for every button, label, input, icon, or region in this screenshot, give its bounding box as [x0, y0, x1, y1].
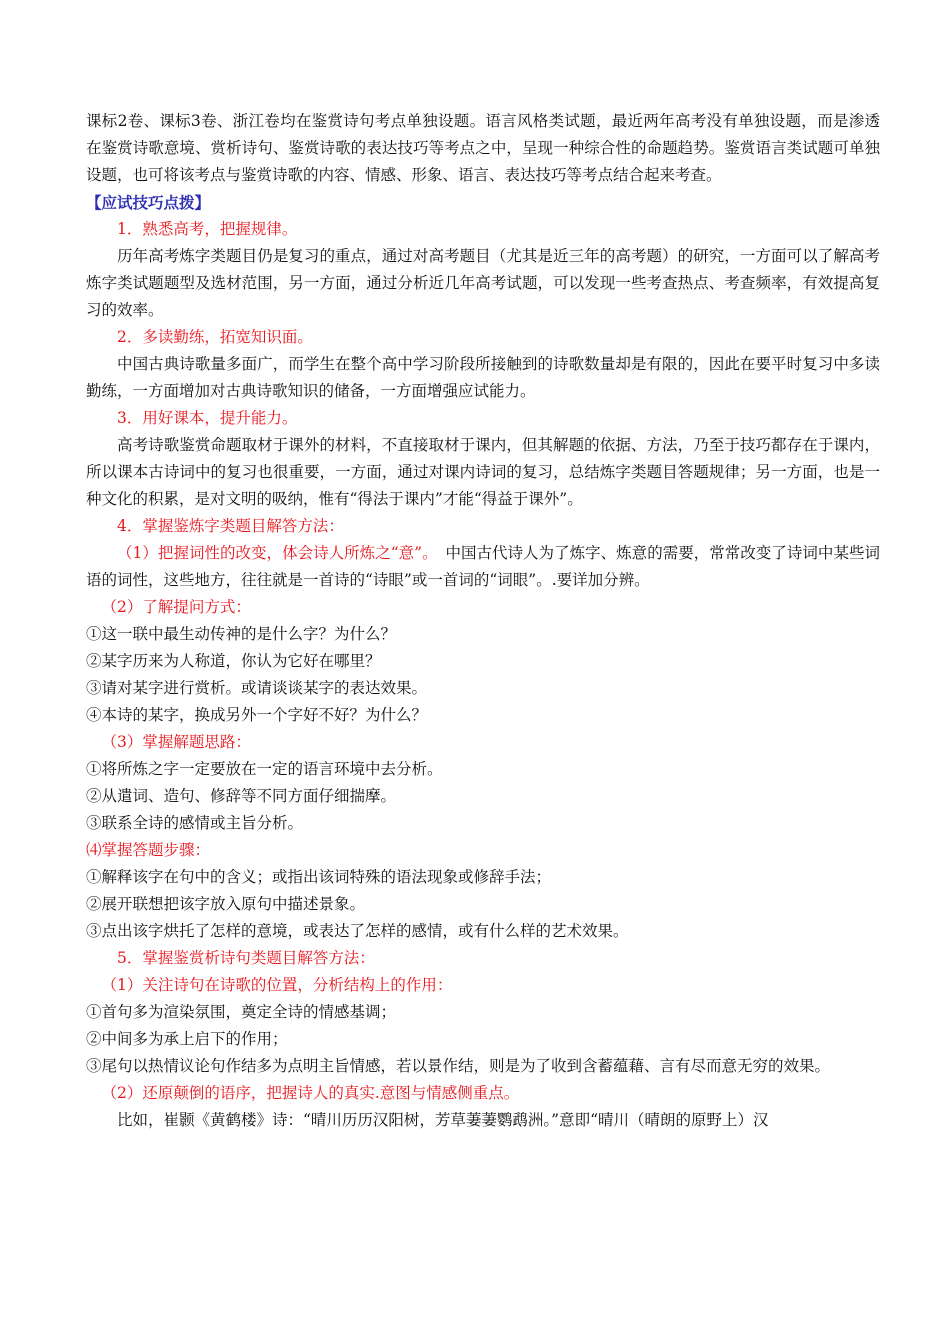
heading-2: 2．多读勤练，拓宽知识面。	[117, 328, 313, 346]
list-item: ①首句多为渲染氛围，奠定全诗的情感基调；	[86, 1003, 397, 1021]
list-item: ③点出该字烘托了怎样的意境，或表达了怎样的感情，或有什么样的艺术效果。	[86, 922, 629, 940]
list-item: ②展开联想把该字放入原句中描述景象。	[86, 895, 366, 913]
paragraph-4-1-text: 中国古代诗人为了炼字、炼意的需要，常常改变了诗词中某些词语的词性，这些地方，往往就是一首诗的“诗眼”或一首词的“词眼”。.要详加分辨。	[86, 544, 880, 589]
list-item: ①将所炼之字一定要放在一定的语言环境中去分析。	[86, 760, 443, 778]
intro-paragraph: 课标2卷、课标3卷、浙江卷均在鉴赏诗句考点单独设题。语言风格类试题，最近两年高考没有单独设题，而是渗透在鉴赏诗歌意境、赏析诗句、鉴赏诗歌的表达技巧等考点之中，呈现一种综合性的命题趋势。鉴赏语言类试题可单独设题，也可将该考点与鉴赏诗歌的内容、情感、形象、语言、表达技巧等考点结合起来考查。	[86, 112, 880, 184]
list-item: ②某字历来为人称道，你认为它好在哪里？	[86, 652, 381, 670]
subheading-4-3: （3）掌握解题思路：	[101, 733, 251, 751]
subheading-4-4: ⑷掌握答题步骤：	[86, 841, 211, 859]
heading-1: 1．熟悉高考，把握规律。	[117, 220, 298, 238]
list-item: ②从遣词、造句、修辞等不同方面仔细揣摩。	[86, 787, 397, 805]
paragraph-4-1	[86, 540, 880, 594]
heading-5: 5．掌握鉴赏析诗句类题目解答方法：	[117, 949, 375, 967]
paragraph-1: 历年高考炼字类题目仍是复习的重点，通过对高考题目（尤其是近三年的高考题）的研究，一方面可以了解高考炼字类试题题型及选材范围，另一方面，通过分析近几年高考试题，可以发现一些考查热点、考查频率，有效提高复习的效率。	[86, 247, 880, 319]
list-item: ①解释该字在句中的含义；或指出该词特殊的语法现象或修辞手法；	[86, 868, 552, 886]
list-item: ③联系全诗的感情或主旨分析。	[86, 814, 304, 832]
paragraph-2: 中国古典诗歌量多面广，而学生在整个高中学习阶段所接触到的诗歌数量却是有限的，因此在要平时复习中多读勤练，一方面增加对古典诗歌知识的储备，一方面增强应试能力。	[86, 355, 880, 400]
subheading-5-1: （1）关注诗句在诗歌的位置，分析结构上的作用：	[101, 976, 453, 994]
section-heading: 【应试技巧点拨】	[86, 193, 211, 212]
heading-3: 3．用好课本，提升能力。	[117, 409, 298, 427]
subheading-4-2: （2）了解提问方式：	[101, 598, 251, 616]
list-item: ②中间多为承上启下的作用；	[86, 1030, 288, 1048]
subheading-5-2: （2）还原颠倒的语序，把握诗人的真实.意图与情感侧重点。	[101, 1084, 520, 1102]
paragraph-5-2: 比如，崔颢《黄鹤楼》诗：“晴川历历汉阳树，芳草萋萋鹦鹉洲。”意即“晴川（晴朗的原野上）汉	[117, 1111, 769, 1129]
list-item: ①这一联中最生动传神的是什么字？为什么？	[86, 625, 397, 643]
paragraph-3: 高考诗歌鉴赏命题取材于课外的材料，不直接取材于课内，但其解题的依据、方法，乃至于技巧都存在于课内，所以课本古诗词中的复习也很重要，一方面，通过对课内诗词的复习，总结炼字类题目答题规律；另一方面，也是一种文化的积累，是对文明的吸纳，惟有“得法于课内”才能“得益于课外”。	[86, 436, 880, 508]
heading-4: 4．掌握鉴炼字类题目解答方法：	[117, 517, 344, 535]
subheading-4-1: （1）把握词性的改变，体会诗人所炼之“意”。	[117, 544, 430, 562]
list-item: ③尾句以热情议论句作结多为点明主旨情感，若以景作结，则是为了收到含蓄蕴藉、言有尽而意无穷的效果。	[86, 1057, 831, 1075]
list-item: ④本诗的某字，换成另外一个字好不好？为什么？	[86, 706, 428, 724]
list-item: ③请对某字进行赏析。或请谈谈某字的表达效果。	[86, 679, 428, 697]
document-page	[86, 108, 880, 1134]
